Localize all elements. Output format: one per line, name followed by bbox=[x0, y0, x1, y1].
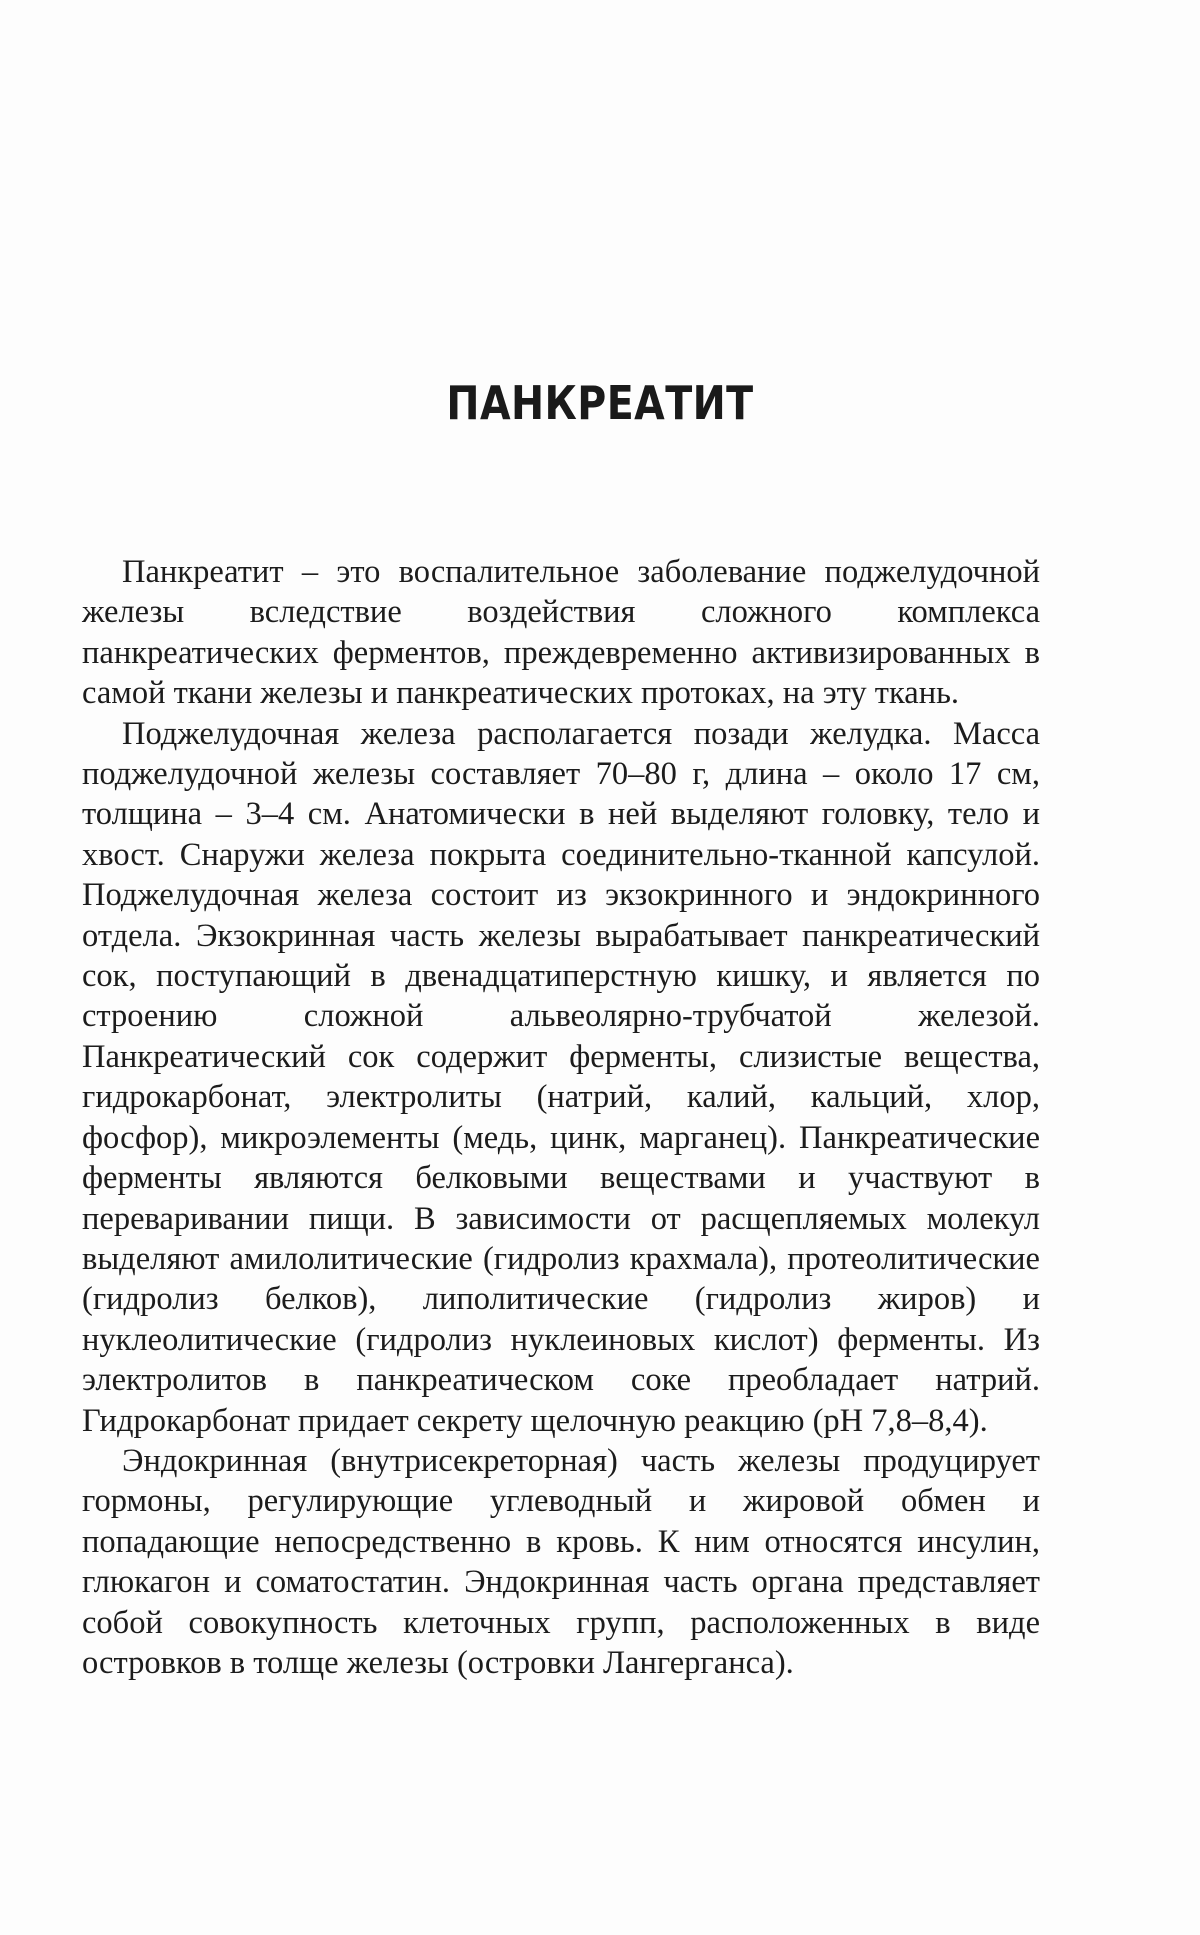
paragraph-definition: Панкреатит – это воспалительное заболевание поджелудочной железы вследствие воздействия сложного комплекса панкреатических ферментов, преждевременно активизированных в самой ткани железы и панкреатических протоках, на эту ткань. bbox=[82, 554, 1040, 712]
body-text bbox=[82, 552, 1040, 1683]
paragraph-anatomy: Поджелудочная железа располагается позади желудка. Масса поджелудочной железы составляет 70–80 г, длина – около 17 см, толщина – 3–4 см. Анатомически в ней выделяют головку, тело и хвост. Снаружи железа покрыта соединительно-тканной капсулой. Поджелудочная железа состоит из экзокринного и эндокринного отдела. Экзокринная часть железы вырабатывает панкреатический сок, поступающий в двенадцатиперстную кишку, и является по строению сложной альвеолярно-трубчатой железой. Панкреатический сок содержит ферменты, слизистые вещества, гидрокарбонат, электролиты (натрий, калий, кальций, хлор, фосфор), микроэлементы (медь, цинк, марганец). Панкреатические ферменты являются белковыми веществами и участвуют в переваривании пищи. В зависимости от расщепляемых молекул выделяют амилолитические (гидролиз крахмала), протеолитические (гидролиз белков), липолитические (гидролиз жиров) и нуклеолитические (гидролиз нуклеиновых кислот) ферменты. Из электролитов в панкреатическом соке преобладает натрий. Гидрокарбонат придает секрету щелочную реакцию (рН 7,8–8,4). bbox=[82, 715, 1040, 1439]
paragraph-endocrine: Эндокринная (внутрисекреторная) часть железы продуцирует гормоны, регулирующие углеводный и жировой обмен и попадающие непосредственно в кровь. К ним относятся инсулин, глюкагон и соматостатин. Эндокринная часть органа представляет собой совокупность клеточных групп, расположенных в виде островков в толще железы (островки Лангерганса). bbox=[82, 1442, 1040, 1681]
chapter-title: ПАНКРЕАТИТ bbox=[446, 375, 754, 430]
